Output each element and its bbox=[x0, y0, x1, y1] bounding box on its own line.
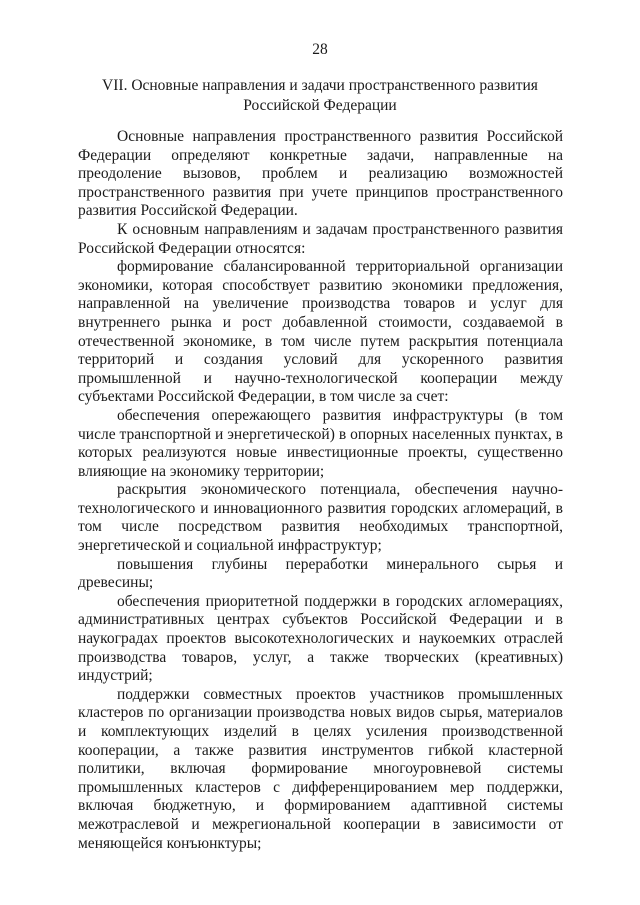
paragraph: обеспечения опережающего развития инфраструктуры (в том числе транспортной и энергетической) в опорных населенных пунктах, в которых реализуются новые инвестиционные проекты, существенно влияющие на экономику территории; bbox=[78, 406, 563, 480]
paragraph: раскрытия экономического потенциала, обеспечения научно-технологического и инновационного развития городских агломераций, в том числе посредством развития необходимых транспортной, энергетической и социальной инфраструктур; bbox=[78, 481, 563, 555]
section-heading-line-2: Российской Федерации bbox=[243, 97, 397, 114]
paragraph: К основным направлениям и задачам пространственного развития Российской Федерации относятся: bbox=[78, 220, 563, 257]
page-number: 28 bbox=[312, 41, 328, 58]
body-text bbox=[78, 128, 563, 853]
paragraph: обеспечения приоритетной поддержки в городских агломерациях, административных центрах субъектов Российской Федерации и в наукоградах проектов высокотехнологических и наукоемких отраслей производства товаров, услуг, а также творческих (креативных) индустрий; bbox=[78, 592, 563, 685]
paragraph: формирование сбалансированной территориальной организации экономики, которая способствует развитию экономики предложения, направленной на увеличение производства товаров и услуг для внутреннего рынка и рост добавленной стоимости, создаваемой в отечественной экономике, в том числе путем раскрытия потенциала территорий и создания условий для ускоренного развития промышленной и научно-технологической кооперации между субъектами Российской Федерации, в том числе за счет: bbox=[78, 258, 563, 406]
paragraph: поддержки совместных проектов участников промышленных кластеров по организации производства новых видов сырья, материалов и комплектующих изделий в целях усиления производственной кооперации, а также развития инструментов гибкой кластерной политики, включая формирование многоуровневой системы промышленных кластеров с дифференцированием мер поддержки, включая бюджетную, и формированием адаптивной системы межотраслевой и межрегиональной кооперации в зависимости от меняющейся конъюнктуры; bbox=[78, 685, 563, 852]
section-heading-line-1: VII. Основные направления и задачи пространственного развития bbox=[102, 77, 538, 94]
paragraph: Основные направления пространственного развития Российской Федерации определяют конкретные задачи, направленные на преодоление вызовов, проблем и реализацию возможностей пространственного развития при учете принципов пространственного развития Российской Федерации. bbox=[78, 128, 563, 220]
paragraph: повышения глубины переработки минерального сырья и древесины; bbox=[78, 555, 563, 592]
section-heading bbox=[78, 76, 562, 116]
